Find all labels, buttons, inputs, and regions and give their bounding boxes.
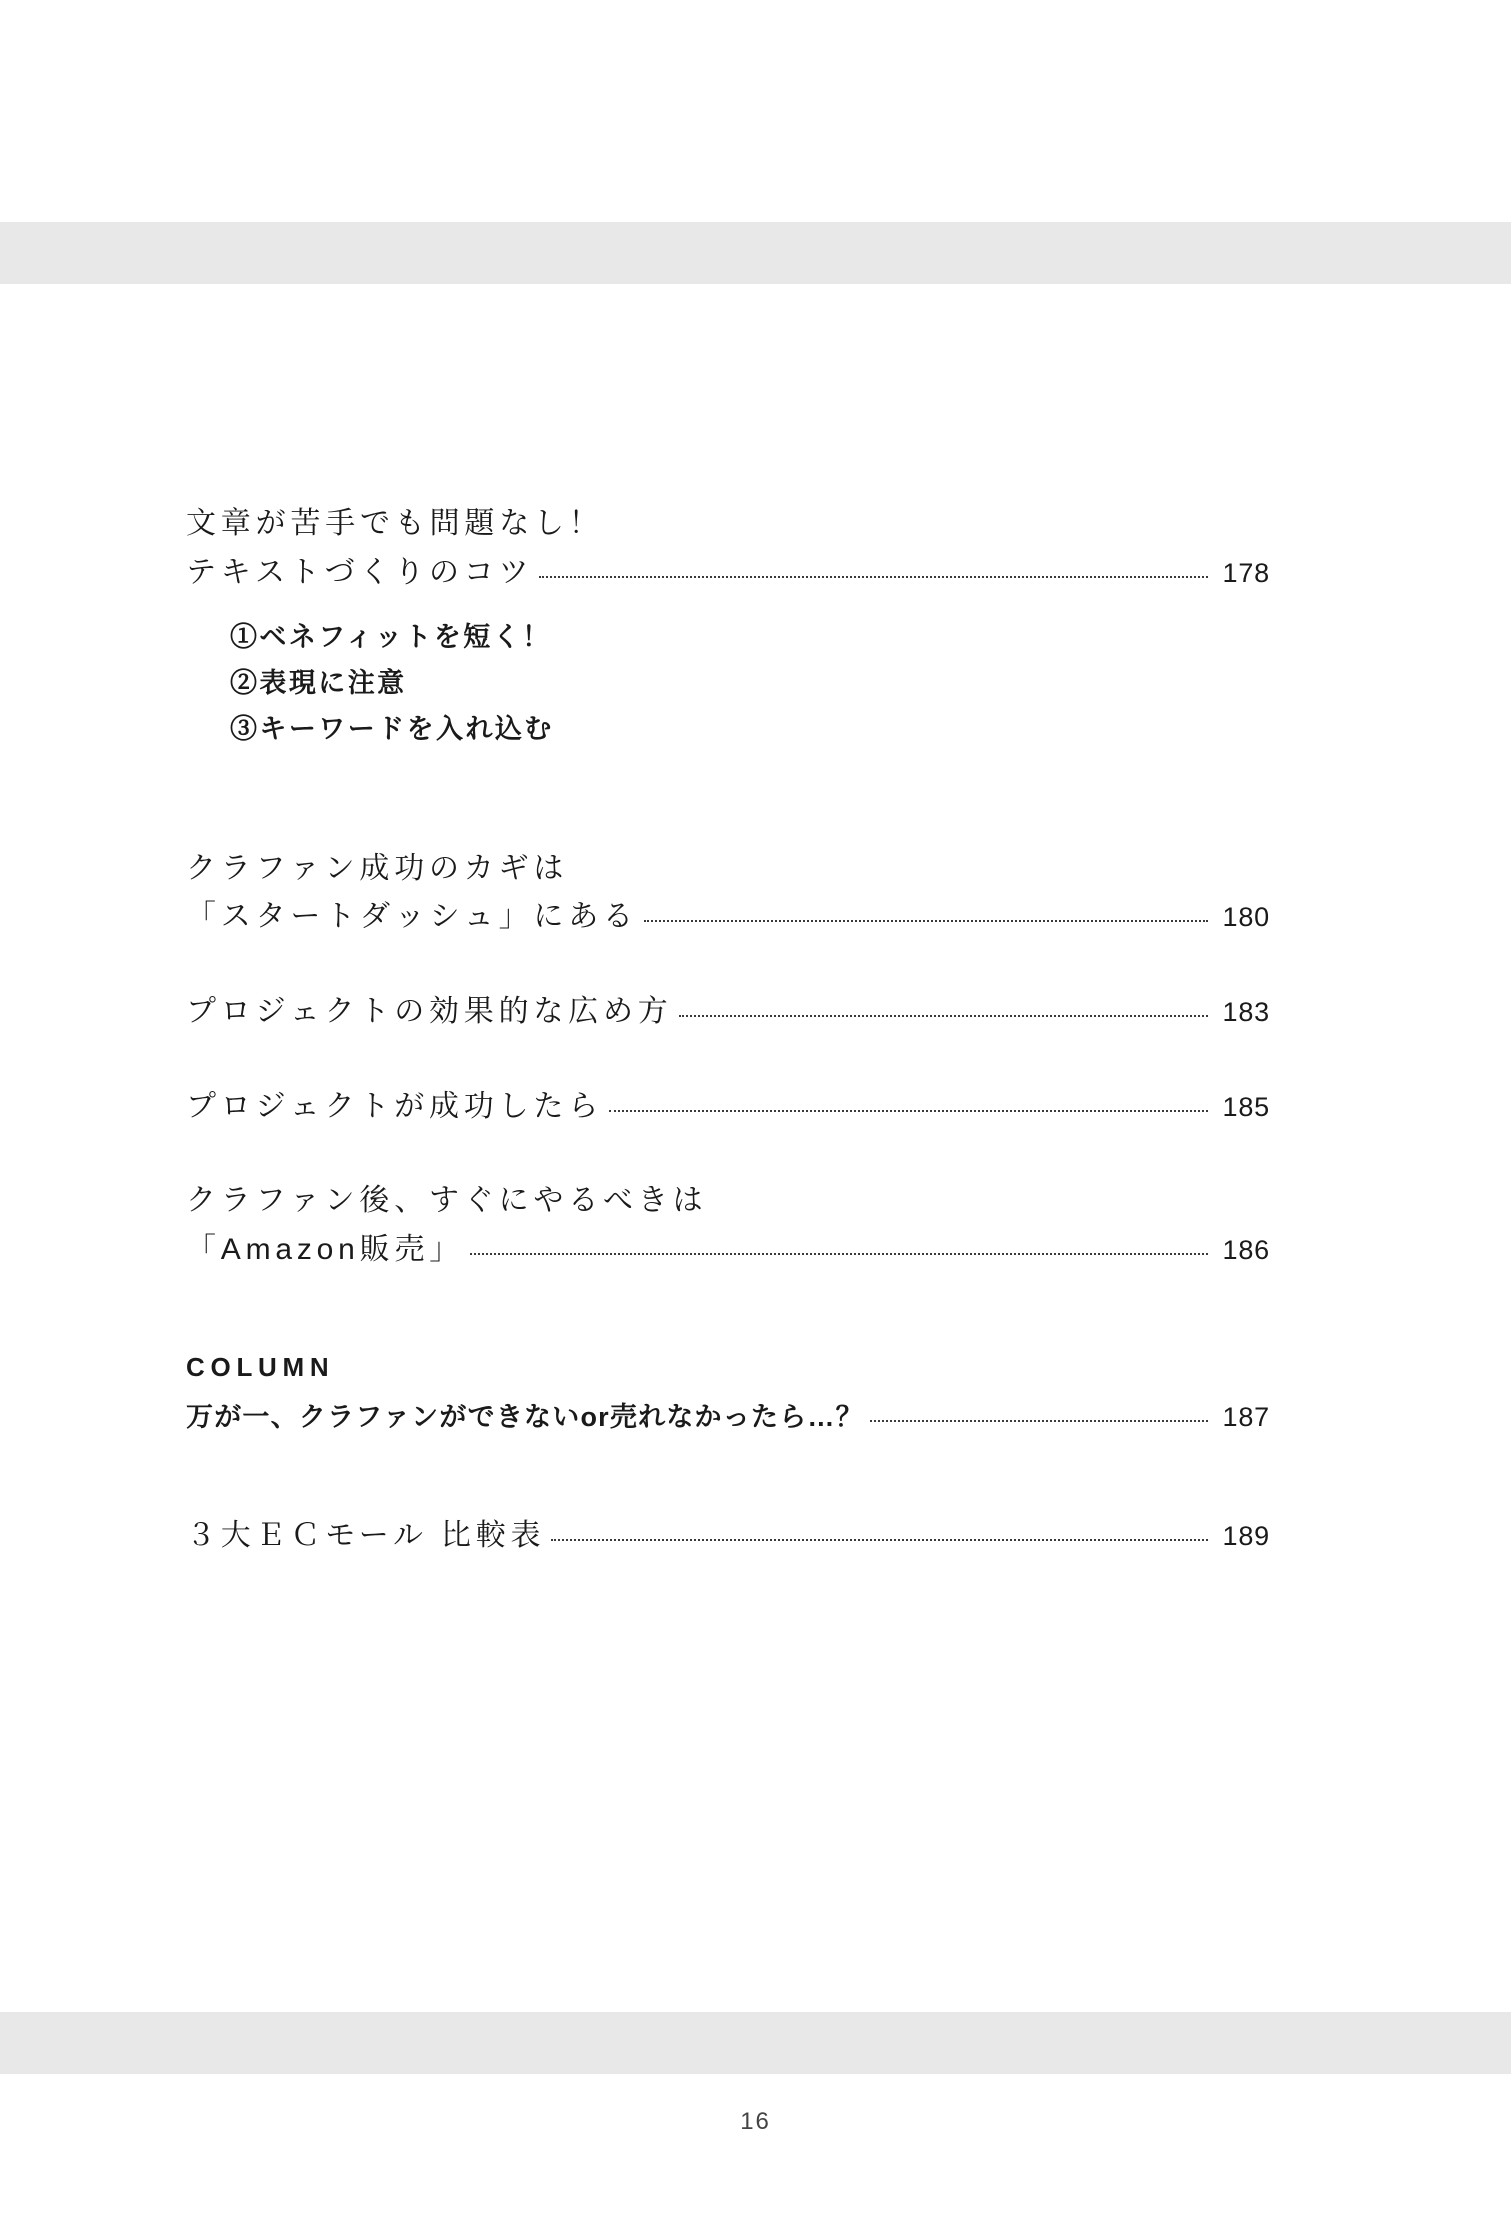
toc-entry-page: 185 <box>1222 1091 1270 1122</box>
toc-entry-title: ３大ＥＣモール 比較表 <box>186 1519 546 1553</box>
toc-entry-row <box>186 893 1270 942</box>
toc-entry-page: 183 <box>1222 997 1270 1028</box>
toc-entry-page: 186 <box>1222 1234 1270 1265</box>
spacer <box>186 753 1270 845</box>
toc-column-title: 万が一、クラファンができないor売れなかったら…？ <box>186 1402 864 1433</box>
toc-entry-row <box>186 549 1270 598</box>
toc-entry[interactable] <box>186 500 1270 753</box>
toc-entry-title: 「スタートダッシュ」にある <box>186 900 638 934</box>
toc-entry-page: 180 <box>1222 902 1270 933</box>
spacer <box>186 1434 1270 1512</box>
toc-entry[interactable] <box>186 988 1270 1037</box>
leader-dots <box>644 920 1208 922</box>
spacer <box>186 1131 1270 1177</box>
leader-dots <box>679 1015 1208 1017</box>
list-item: ①ベネフィットを短く！ <box>230 622 552 653</box>
toc-column-entry[interactable] <box>186 1352 1270 1434</box>
toc-entry-page: 189 <box>1222 1521 1270 1552</box>
toc-entry-row <box>186 1226 1270 1275</box>
toc-entry-page: 187 <box>1222 1402 1270 1433</box>
toc-entry-row <box>186 1083 1270 1132</box>
spacer <box>186 1037 1270 1083</box>
toc-entry-row <box>186 1395 1270 1434</box>
top-band <box>0 222 1511 284</box>
column-label: COLUMN <box>186 1352 335 1383</box>
toc-entry-title: プロジェクトが成功したら <box>186 1089 603 1123</box>
toc-entry[interactable] <box>186 1177 1270 1274</box>
toc-entry-title: 「Amazon販売」 <box>186 1232 465 1266</box>
toc-entry[interactable] <box>186 1083 1270 1132</box>
leader-dots <box>539 576 1208 578</box>
leader-dots <box>551 1539 1208 1541</box>
toc-entry[interactable] <box>186 1512 1270 1561</box>
toc-subitem-list <box>230 615 1270 753</box>
list-item: ②表現に注意 <box>230 668 407 699</box>
toc-entry-page: 178 <box>1222 557 1270 588</box>
spacer <box>186 1274 1270 1352</box>
toc-entry-title: テキストづくりのコツ <box>186 555 534 589</box>
leader-dots <box>470 1253 1208 1255</box>
toc-entry-row <box>186 988 1270 1037</box>
toc-entry-line1: クラファン成功のカギは <box>186 851 569 885</box>
toc-content <box>186 500 1270 1561</box>
bottom-band <box>0 2012 1511 2074</box>
list-item: ③キーワードを入れ込む <box>230 713 554 744</box>
toc-entry-title: プロジェクトの効果的な広め方 <box>186 995 673 1029</box>
toc-entry-line1: 文章が苦手でも問題なし！ <box>186 507 604 540</box>
toc-entry-line1: クラファン後、すぐにやるべきは <box>186 1184 708 1218</box>
toc-entry-row <box>186 1512 1270 1561</box>
leader-dots <box>870 1420 1208 1422</box>
toc-entry[interactable] <box>186 845 1270 942</box>
spacer <box>186 942 1270 988</box>
leader-dots <box>609 1110 1208 1112</box>
page-number: 16 <box>740 2108 771 2135</box>
